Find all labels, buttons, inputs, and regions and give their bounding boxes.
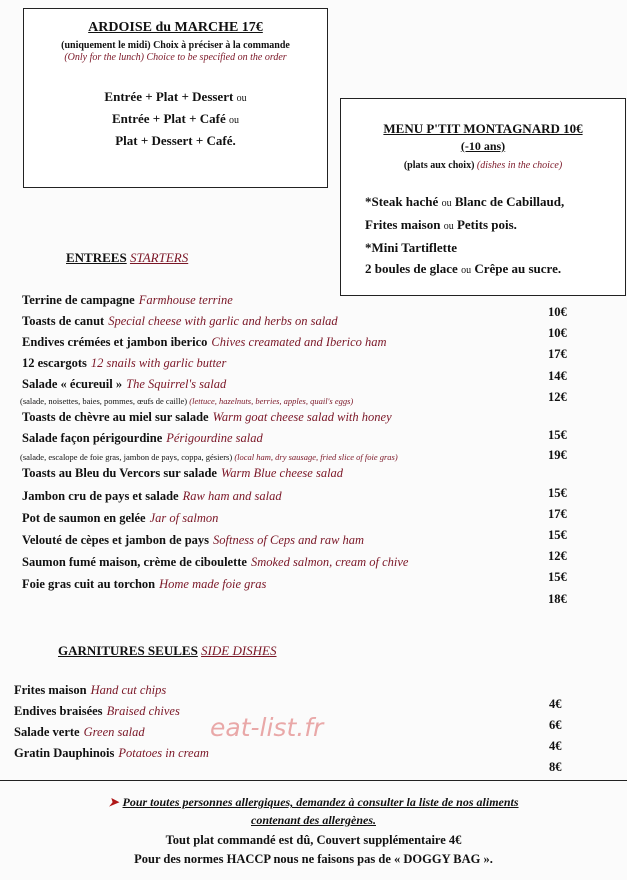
formula-2: Entrée + Plat + Café ou xyxy=(112,111,239,126)
side-row: Endives braisées Braised chives xyxy=(14,704,180,718)
side-row: Gratin Dauphinois Potatoes in cream xyxy=(14,746,209,760)
side-row: Salade verte Green salad xyxy=(14,725,145,739)
starter-price: 19€ xyxy=(548,448,567,462)
starter-price: 12€ xyxy=(548,549,567,563)
kids-menu-title: MENU P'TIT MONTAGNARD 10€ xyxy=(383,121,583,136)
starters-heading: ENTREES STARTERS xyxy=(66,250,189,265)
starter-row: 12 escargots 12 snails with garlic butter xyxy=(22,356,227,370)
footer-box xyxy=(0,780,627,880)
starter-row: Endives crémées et jambon iberico Chives creamated and Iberico ham xyxy=(22,335,387,349)
arrow-icon: ➤ xyxy=(108,795,119,809)
starter-price: 14€ xyxy=(548,369,567,383)
starter-price: 17€ xyxy=(548,507,567,521)
starter-row: Jambon cru de pays et salade Raw ham and salad xyxy=(22,489,282,503)
cover-charge-line: Tout plat commandé est dû, Couvert supplémentaire 4€ xyxy=(165,833,462,847)
starter-price: 15€ xyxy=(548,428,567,442)
ardoise-box xyxy=(23,8,328,188)
kids-menu-choice: (plats aux choix) (dishes in the choice) xyxy=(403,160,563,171)
starter-row: Toasts au Bleu du Vercors sur salade Warm Blue cheese salad xyxy=(22,466,344,480)
ardoise-subtitle-fr: (uniquement le midi) Choix à préciser à la commande xyxy=(61,40,290,51)
starter-price: 10€ xyxy=(548,305,567,319)
ardoise-formulas xyxy=(24,87,327,153)
starter-price: 15€ xyxy=(548,486,567,500)
side-row: Frites maison Hand cut chips xyxy=(14,683,167,697)
starter-note: (salade, escalope de foie gras, jambon de pays, coppa, gésiers) (local ham, dry sausage, fried slice of foie gras) xyxy=(20,452,398,462)
formula-3: Plat + Dessert + Café. xyxy=(115,133,236,148)
starter-row: Terrine de campagne Farmhouse terrine xyxy=(22,293,233,307)
kids-menu-items xyxy=(365,191,625,281)
watermark: eat-list.fr xyxy=(210,713,324,742)
starter-price: 18€ xyxy=(548,592,567,606)
starter-row: Salade façon périgourdine Périgourdine salad xyxy=(22,431,263,445)
starter-row: Toasts de chèvre au miel sur salade Warm goat cheese salad with honey xyxy=(22,410,392,424)
side-price: 6€ xyxy=(549,718,562,732)
kids-menu-box xyxy=(340,98,626,296)
side-price: 8€ xyxy=(549,760,562,774)
kids-item: 2 boules de glace ou Crêpe au sucre. xyxy=(365,261,562,276)
starter-row: Toasts de canut Special cheese with garlic and herbs on salad xyxy=(22,314,338,328)
kids-menu-age: (-10 ans) xyxy=(460,139,506,153)
kids-item: *Mini Tartiflette xyxy=(365,240,458,255)
starter-price: 17€ xyxy=(548,347,567,361)
starter-row: Pot de saumon en gelée Jar of salmon xyxy=(22,511,219,525)
side-price: 4€ xyxy=(549,739,562,753)
ardoise-title: ARDOISE du MARCHE 17€ xyxy=(88,20,263,35)
starter-row: Salade « écureuil » The Squirrel's salad xyxy=(22,377,227,391)
starter-price: 10€ xyxy=(548,326,567,340)
side-price: 4€ xyxy=(549,697,562,711)
formula-1: Entrée + Plat + Dessert ou xyxy=(104,89,247,104)
starter-row: Saumon fumé maison, crème de ciboulette Smoked salmon, cream of chive xyxy=(22,555,409,569)
allergy-notice: ➤ Pour toutes personnes allergiques, demandez à consulter la liste de nos aliments contenant des allergènes. xyxy=(108,795,519,827)
kids-item: Frites maison ou Petits pois. xyxy=(365,217,517,232)
doggy-bag-line: Pour des normes HACCP nous ne faisons pas de « DOGGY BAG ». xyxy=(134,852,493,866)
starter-price: 15€ xyxy=(548,528,567,542)
starter-row: Velouté de cèpes et jambon de pays Softness of Ceps and raw ham xyxy=(22,533,365,547)
starter-price: 15€ xyxy=(548,570,567,584)
kids-item: *Steak haché ou Blanc de Cabillaud, xyxy=(365,194,565,209)
starter-price: 12€ xyxy=(548,390,567,404)
starter-row: Foie gras cuit au torchon Home made foie gras xyxy=(22,577,267,591)
sides-heading: GARNITURES SEULES SIDE DISHES xyxy=(58,643,277,658)
ardoise-subtitle-en: (Only for the lunch) Choice to be specified on the order xyxy=(64,52,287,63)
starter-note: (salade, noisettes, baies, pommes, œufs de caille) (lettuce, hazelnuts, berries, apples, quail's eggs) xyxy=(20,396,354,406)
